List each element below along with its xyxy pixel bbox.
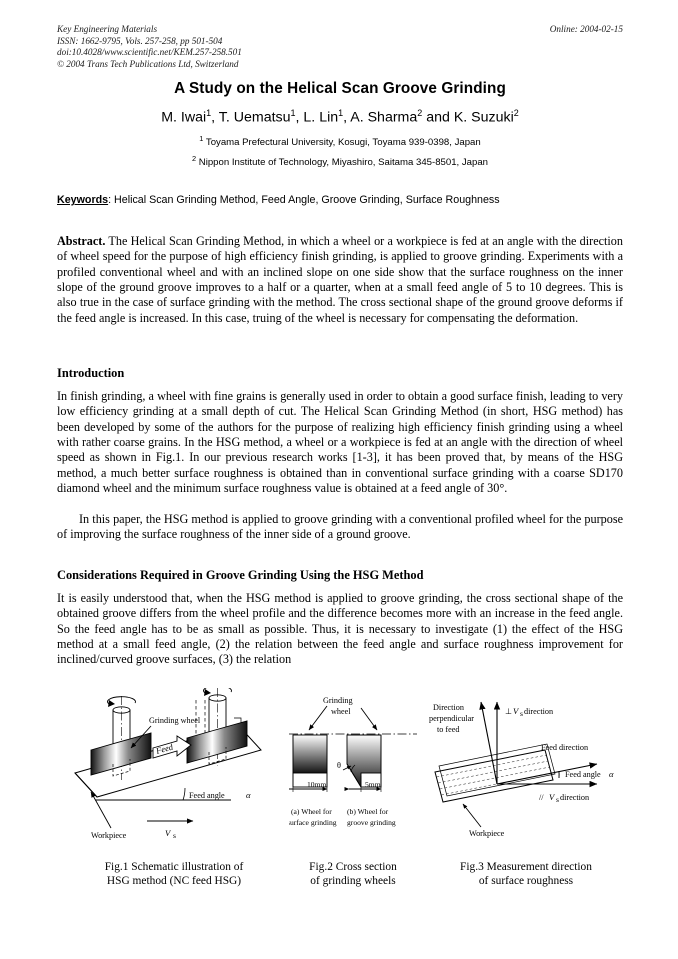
figure-1-caption-line1: Fig.1 Schematic illustration of bbox=[104, 861, 244, 873]
figure-3-artwork bbox=[429, 688, 623, 856]
svg-text:V: V bbox=[513, 706, 519, 716]
figure-1-caption-line2: HSG method (NC feed HSG) bbox=[106, 875, 242, 887]
section-heading-introduction: Introduction bbox=[57, 366, 125, 380]
figure-2-label-theta: θ bbox=[337, 761, 341, 770]
journal-copyright: © 2004 Trans Tech Publications Ltd, Switzerland bbox=[57, 58, 239, 69]
journal-name: Key Engineering Materials bbox=[57, 24, 158, 34]
affiliation-2 bbox=[57, 154, 623, 168]
figure-1 bbox=[65, 688, 283, 887]
author-3-affil-marker: 1 bbox=[338, 108, 344, 118]
figure-1-label-workpiece: Workpiece bbox=[91, 831, 127, 840]
svg-text:V: V bbox=[165, 828, 171, 838]
author-4-affil-marker: 2 bbox=[417, 108, 423, 118]
journal-identification bbox=[57, 24, 242, 70]
abstract-label: Abstract. bbox=[57, 234, 106, 248]
svg-text:V: V bbox=[549, 792, 555, 802]
figure-3 bbox=[429, 688, 623, 887]
figure-2-subcaption-b-line2: groove grinding bbox=[347, 818, 396, 827]
author-list bbox=[57, 108, 623, 126]
figure-1-label-feed-angle: Feed angle bbox=[189, 791, 225, 800]
figure-2-subcaption-a-line1: (a) Wheel for bbox=[291, 807, 332, 816]
introduction-paragraph-2: In this paper, the HSG method is applied to groove grinding with a conventional profiled wheel for the purpose of improving the surface roughness of the inner side of a ground groove. bbox=[57, 512, 623, 542]
figure-2-caption-line1: Fig.2 Cross section bbox=[309, 861, 397, 873]
svg-text:α: α bbox=[246, 790, 251, 800]
figure-2-artwork bbox=[289, 688, 417, 856]
figure-3-label-feed-direction: Feed direction bbox=[541, 743, 589, 752]
author-5-affil-marker: 2 bbox=[513, 108, 519, 118]
svg-text:s: s bbox=[556, 795, 559, 804]
abstract-paragraph bbox=[57, 234, 623, 326]
figure-3-caption bbox=[429, 860, 623, 888]
figure-2-label-grinding: Grinding bbox=[323, 696, 353, 705]
figure-3-svg bbox=[429, 688, 623, 856]
figure-3-label-workpiece: Workpiece bbox=[469, 829, 505, 838]
svg-text:direction: direction bbox=[560, 793, 590, 802]
online-date: Online: 2004-02-15 bbox=[549, 24, 623, 34]
svg-text:α: α bbox=[609, 769, 614, 779]
figure-2-subcaption-b-line1: (b) Wheel for bbox=[347, 807, 389, 816]
keywords-label: Keywords bbox=[57, 194, 109, 206]
figure-3-label-direction-line2: perpendicular bbox=[429, 714, 475, 723]
author-4: , A. Sharma bbox=[343, 109, 418, 126]
figure-2-label-wheel: wheel bbox=[331, 707, 351, 716]
author-2: , T. Uematsu bbox=[211, 109, 291, 126]
figure-2 bbox=[289, 688, 417, 887]
figure-2-svg bbox=[289, 688, 417, 856]
considerations-paragraph-1: It is easily understood that, when the HSG method is applied to groove grinding, the cross sectional shape of the obtained groove differs from the wheel profile and the difference becomes more with an increase in the feed angle. So the feed angle has to be as small as possible. Thus, it is necessary to investigate (1) the effect of the HSG method at a small feed angle, (2) the relation between the feed angle and surface roughness improvement for inclined/curved groove surfaces, (3) the relation bbox=[57, 591, 623, 667]
affiliation-2-marker: 2 bbox=[191, 154, 197, 163]
svg-text:s: s bbox=[173, 831, 176, 840]
figure-3-label-feed-angle: Feed angle bbox=[565, 770, 601, 779]
svg-text:s: s bbox=[520, 709, 523, 718]
figure-3-label-direction-line3: to feed bbox=[437, 725, 460, 734]
affiliation-1 bbox=[57, 134, 623, 148]
figures-row bbox=[57, 688, 623, 940]
affiliation-1-marker: 1 bbox=[199, 134, 204, 143]
figure-1-svg bbox=[65, 688, 283, 856]
affiliation-1-text: Toyama Prefectural University, Kosugi, Toyama 939-0398, Japan bbox=[203, 137, 481, 149]
svg-text:direction: direction bbox=[524, 707, 554, 716]
paper-title: A Study on the Helical Scan Groove Grinding bbox=[174, 80, 506, 97]
figure-1-label-grinding-wheel: Grinding wheel bbox=[149, 716, 201, 725]
figure-2-label-dim-b: 5mm bbox=[365, 780, 381, 789]
author-3: , L. Lin bbox=[295, 109, 339, 126]
author-5: and K. Suzuki bbox=[422, 109, 514, 126]
figure-3-label-perp-vs: ⊥ bbox=[505, 707, 513, 716]
figure-1-caption bbox=[65, 860, 283, 888]
introduction-paragraph-1: In finish grinding, a wheel with fine grains is generally used in order to obtain a good surface finish, leading to very low efficiency grinding at a small depth of cut. The Helical Scan Grinding Method (in short, HSG method) has been developed by some of the authors for the purpose of realizing high efficiency finish grinding using a wheel with rather coarse grains. In the HSG method, a wheel or a workpiece is fed at an angle with the direction of wheel speed as shown in Fig.1. In our previous research works [1-3], it has been proved that, by means of the HSG method, a much better surface roughness is obtained than in conventional surface grinding with a coarse SD170 diamond wheel and the minimum surface roughness value is obtained at a feed angle of 30°. bbox=[57, 389, 623, 496]
figure-3-caption-line2: of surface roughness bbox=[478, 875, 574, 887]
keywords-line bbox=[57, 194, 623, 206]
keywords-value: Helical Scan Grinding Method, Feed Angle, Groove Grinding, Surface Roughness bbox=[114, 194, 500, 206]
section-heading-considerations: Considerations Required in Groove Grinding Using the HSG Method bbox=[57, 568, 424, 582]
svg-text:Feed: Feed bbox=[154, 741, 175, 756]
affiliation-2-text: Nippon Institute of Technology, Miyashiro, Saitama 345-8501, Japan bbox=[196, 157, 489, 169]
figure-2-label-dim-a: 10mm bbox=[307, 780, 327, 789]
figure-2-caption-line2: of grinding wheels bbox=[310, 875, 396, 887]
journal-issn: ISSN: 1662-9795, Vols. 257-258, pp 501-504 bbox=[57, 35, 223, 46]
journal-header bbox=[57, 24, 623, 70]
author-1: M. Iwai bbox=[161, 109, 207, 126]
figure-3-label-par-vs: // bbox=[539, 793, 544, 802]
figure-2-subcaption-a-line2: surface grinding bbox=[289, 818, 337, 827]
figure-1-artwork bbox=[65, 688, 283, 856]
keywords-separator: : bbox=[108, 194, 115, 206]
author-1-affil-marker: 1 bbox=[206, 108, 212, 118]
journal-doi: doi:10.4028/www.scientific.net/KEM.257-258.501 bbox=[57, 47, 242, 58]
figure-2-caption bbox=[289, 860, 417, 888]
author-2-affil-marker: 1 bbox=[290, 108, 296, 118]
figure-3-label-direction-line1: Direction bbox=[433, 703, 464, 712]
abstract-text: The Helical Scan Grinding Method, in which a wheel or a workpiece is fed at an angle with the direction of wheel speed for the purpose of high efficiency finish grinding, is applied to groove grinding. Experiments with a profiled conventional wheel and with an inclined slope on one side show that the surface roughness on the inner slope of the ground groove improves to a half or a quarter, when at a small feed angle of 5 to 10 degrees. This is also true in the case of surface grinding with the method. The cross sectional shape of the ground groove deforms if the feed angle is increased. In this case, truing of the wheel is necessary for compensating the deformation. bbox=[57, 234, 623, 325]
figure-3-caption-line1: Fig.3 Measurement direction bbox=[460, 861, 592, 873]
